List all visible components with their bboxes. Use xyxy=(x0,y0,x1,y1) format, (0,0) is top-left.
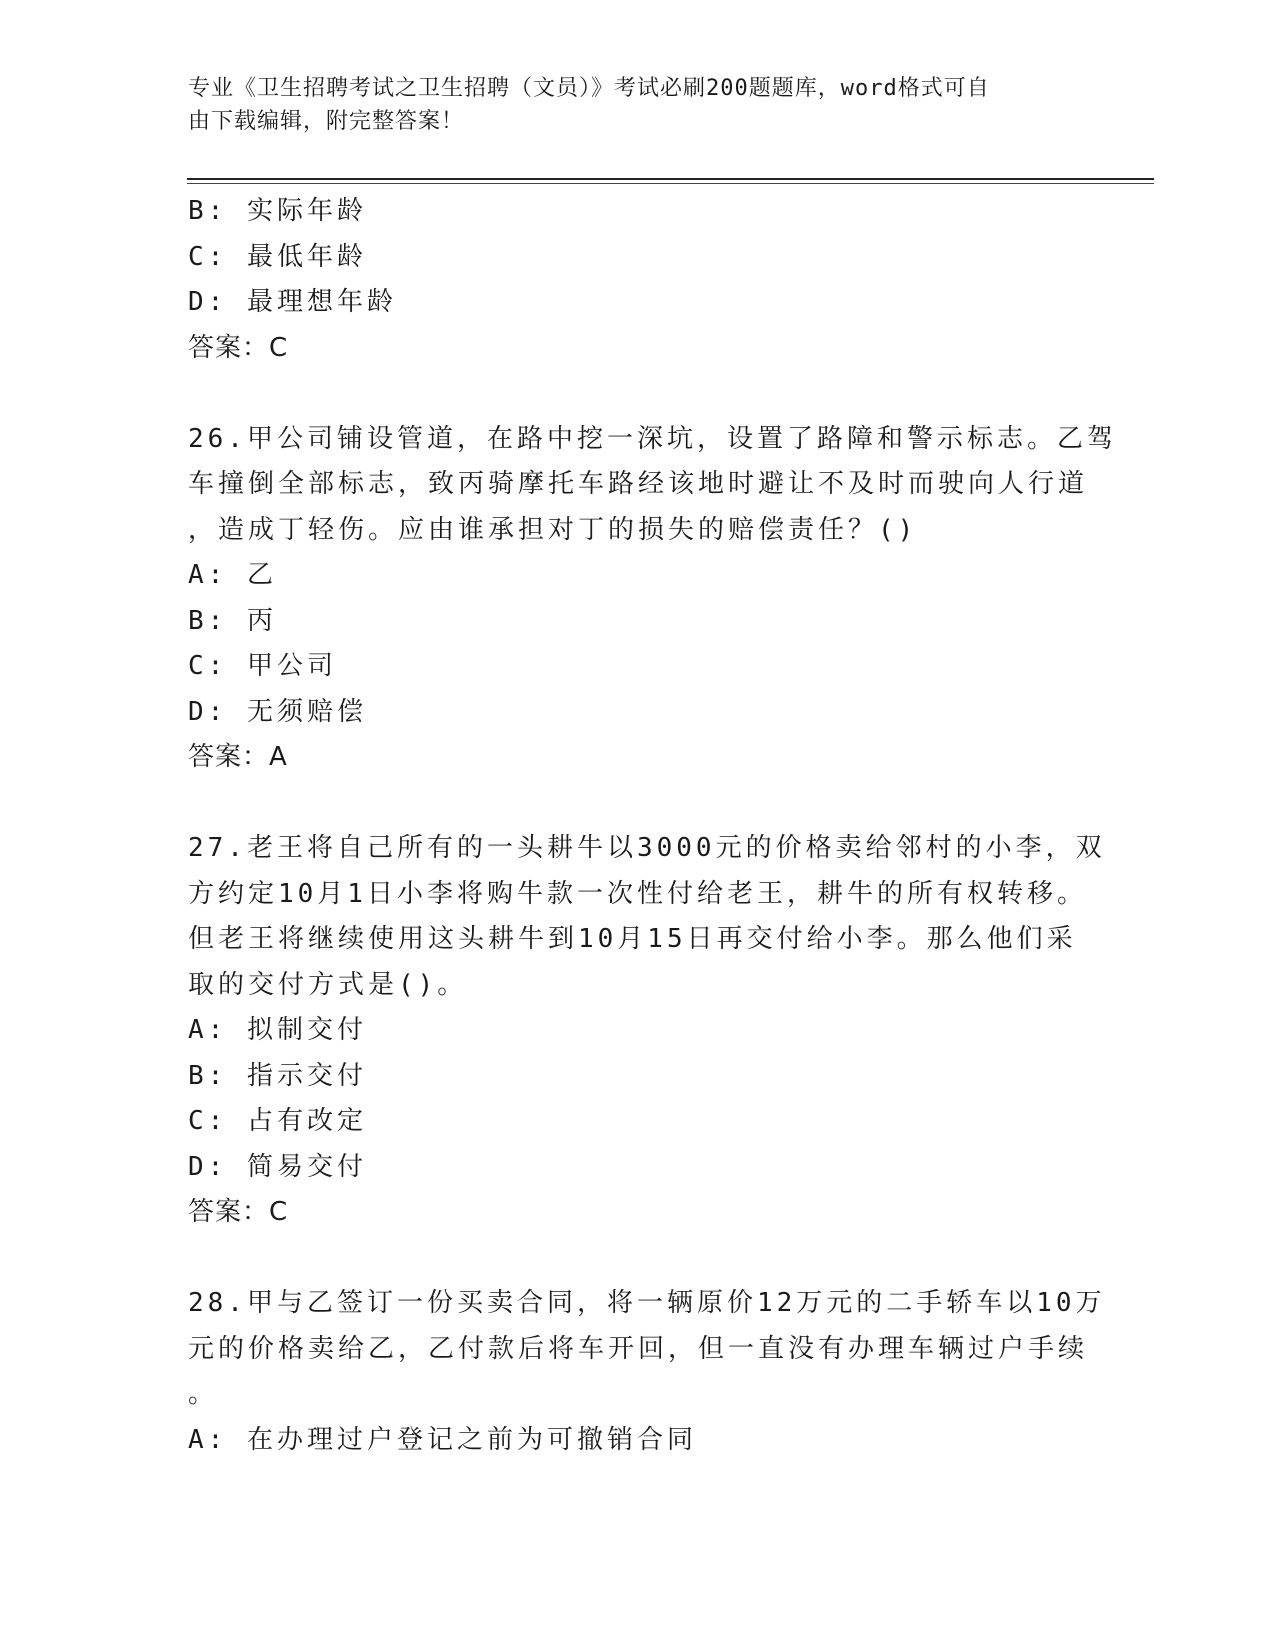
question-stem-line: 但老王将继续使用这头耕牛到10月15日再交付给小李。那么他们采 xyxy=(188,924,1077,954)
answer-line: 答案：C xyxy=(188,332,289,363)
question-stem-line: 27.老王将自己所有的一头耕牛以3000元的价格卖给邻村的小李，双 xyxy=(188,833,1106,863)
question-26 xyxy=(188,417,1117,781)
option-b: B: 实际年龄 xyxy=(188,196,367,226)
header-line-2: 由下载编辑，附完整答案！ xyxy=(188,109,465,134)
option-c: C: 占有改定 xyxy=(188,1106,367,1136)
answer-line: 答案：C xyxy=(188,1197,289,1227)
question-stem-line: 28.甲与乙签订一份买卖合同，将一辆原价12万元的二手轿车以10万 xyxy=(188,1288,1106,1318)
option-d: D: 简易交付 xyxy=(188,1151,367,1182)
question-25-tail xyxy=(188,189,1088,371)
question-stem-line: 。 xyxy=(188,1379,219,1409)
spacer xyxy=(188,371,1088,417)
option-a: A: 在办理过户登记之前为可撤销合同 xyxy=(188,1424,697,1455)
option-b: B: 指示交付 xyxy=(188,1060,367,1091)
header-divider-thick xyxy=(187,178,1154,180)
spacer xyxy=(188,1236,1088,1282)
header-divider-thin xyxy=(187,183,1154,184)
option-d: D: 无须赔偿 xyxy=(188,696,367,727)
question-stem-line: 元的价格卖给乙，乙付款后将车开回，但一直没有办理车辆过户手续 xyxy=(188,1333,1089,1364)
answer-line: 答案：A xyxy=(188,742,288,772)
question-stem-line: 方约定10月1日小李将购牛款一次性付给老王，耕牛的所有权转移。 xyxy=(188,878,1087,909)
question-stem-line: ，造成丁轻伤。应由谁承担对丁的损失的赔偿责任？() xyxy=(188,514,918,545)
header-line-1: 专业《卫生招聘考试之卫生招聘（文员）》考试必刷200题题库，word格式可自 xyxy=(188,76,990,101)
option-a: A: 拟制交付 xyxy=(188,1015,367,1045)
option-b: B: 丙 xyxy=(188,605,277,636)
question-stem-line: 车撞倒全部标志，致丙骑摩托车路经该地时避让不及时而驶向人行道 xyxy=(188,469,1089,499)
question-28 xyxy=(188,1281,1106,1463)
question-27 xyxy=(188,826,1106,1236)
spacer xyxy=(188,781,1088,827)
option-d: D: 最理想年龄 xyxy=(188,287,397,317)
question-stem-line: 26.甲公司铺设管道，在路中挖一深坑，设置了路障和警示标志。乙驾 xyxy=(188,423,1117,454)
option-c: C: 甲公司 xyxy=(188,651,337,681)
page-header xyxy=(188,72,1068,138)
option-c: C: 最低年龄 xyxy=(188,241,367,272)
question-stem-line: 取的交付方式是()。 xyxy=(188,969,468,1000)
option-a: A: 乙 xyxy=(188,560,277,590)
question-list xyxy=(188,189,1117,1463)
